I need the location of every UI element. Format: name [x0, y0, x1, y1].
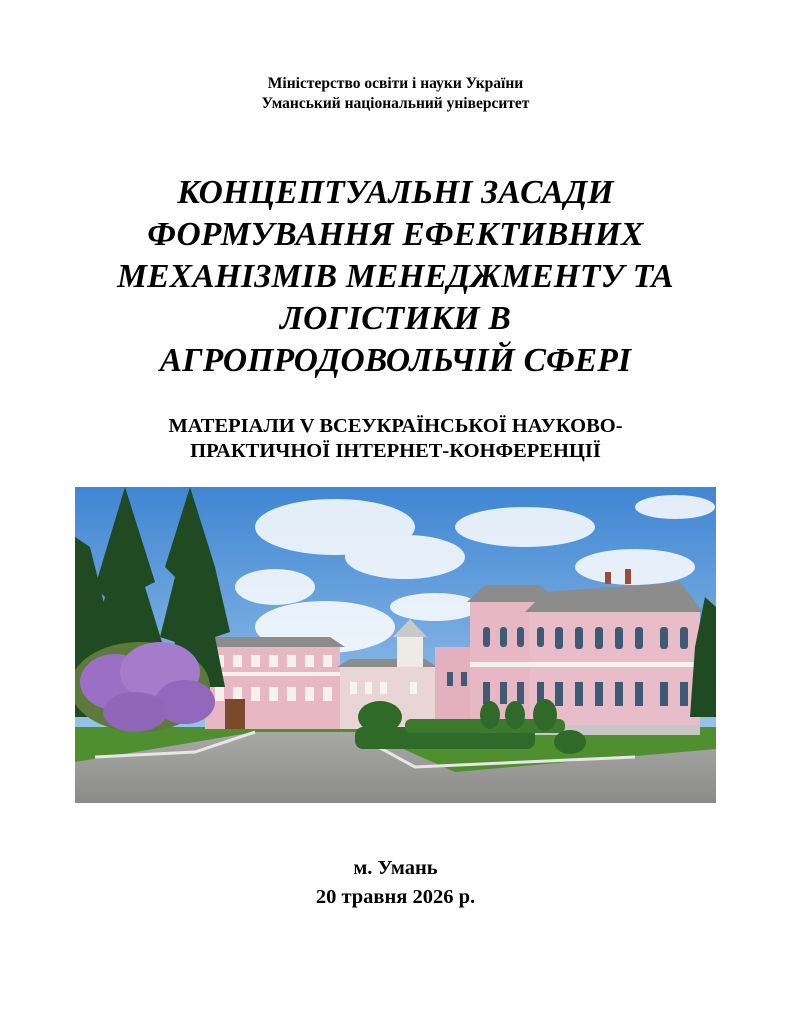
title-line: КОНЦЕПТУАЛЬНІ ЗАСАДИ	[177, 174, 614, 211]
title-line: АГРОПРОДОВОЛЬЧІЙ СФЕРІ	[159, 342, 632, 379]
subtitle-line: МАТЕРІАЛИ V ВСЕУКРАЇНСЬКОЇ НАУКОВО-	[168, 415, 623, 437]
document-header	[0, 74, 791, 114]
document-title	[40, 172, 751, 382]
campus-photo	[75, 487, 716, 803]
campus-photo-illustration	[75, 487, 716, 803]
ministry-name: Міністерство освіти і науки України	[267, 75, 524, 92]
title-line: ФОРМУВАННЯ ЕФЕКТИВНИХ	[147, 216, 644, 253]
title-line: МЕХАНІЗМІВ МЕНЕДЖМЕНТУ ТА	[117, 258, 674, 295]
title-line: ЛОГІСТИКИ В	[279, 300, 511, 337]
university-name: Уманський національний університет	[261, 95, 530, 112]
city-name: м. Умань	[353, 857, 438, 879]
document-footer	[0, 854, 791, 912]
conference-subtitle	[60, 414, 731, 464]
subtitle-line: ПРАКТИЧНОЇ ІНТЕРНЕТ-КОНФЕРЕНЦІЇ	[190, 440, 601, 462]
conference-date: 20 травня 2026 р.	[315, 886, 476, 908]
